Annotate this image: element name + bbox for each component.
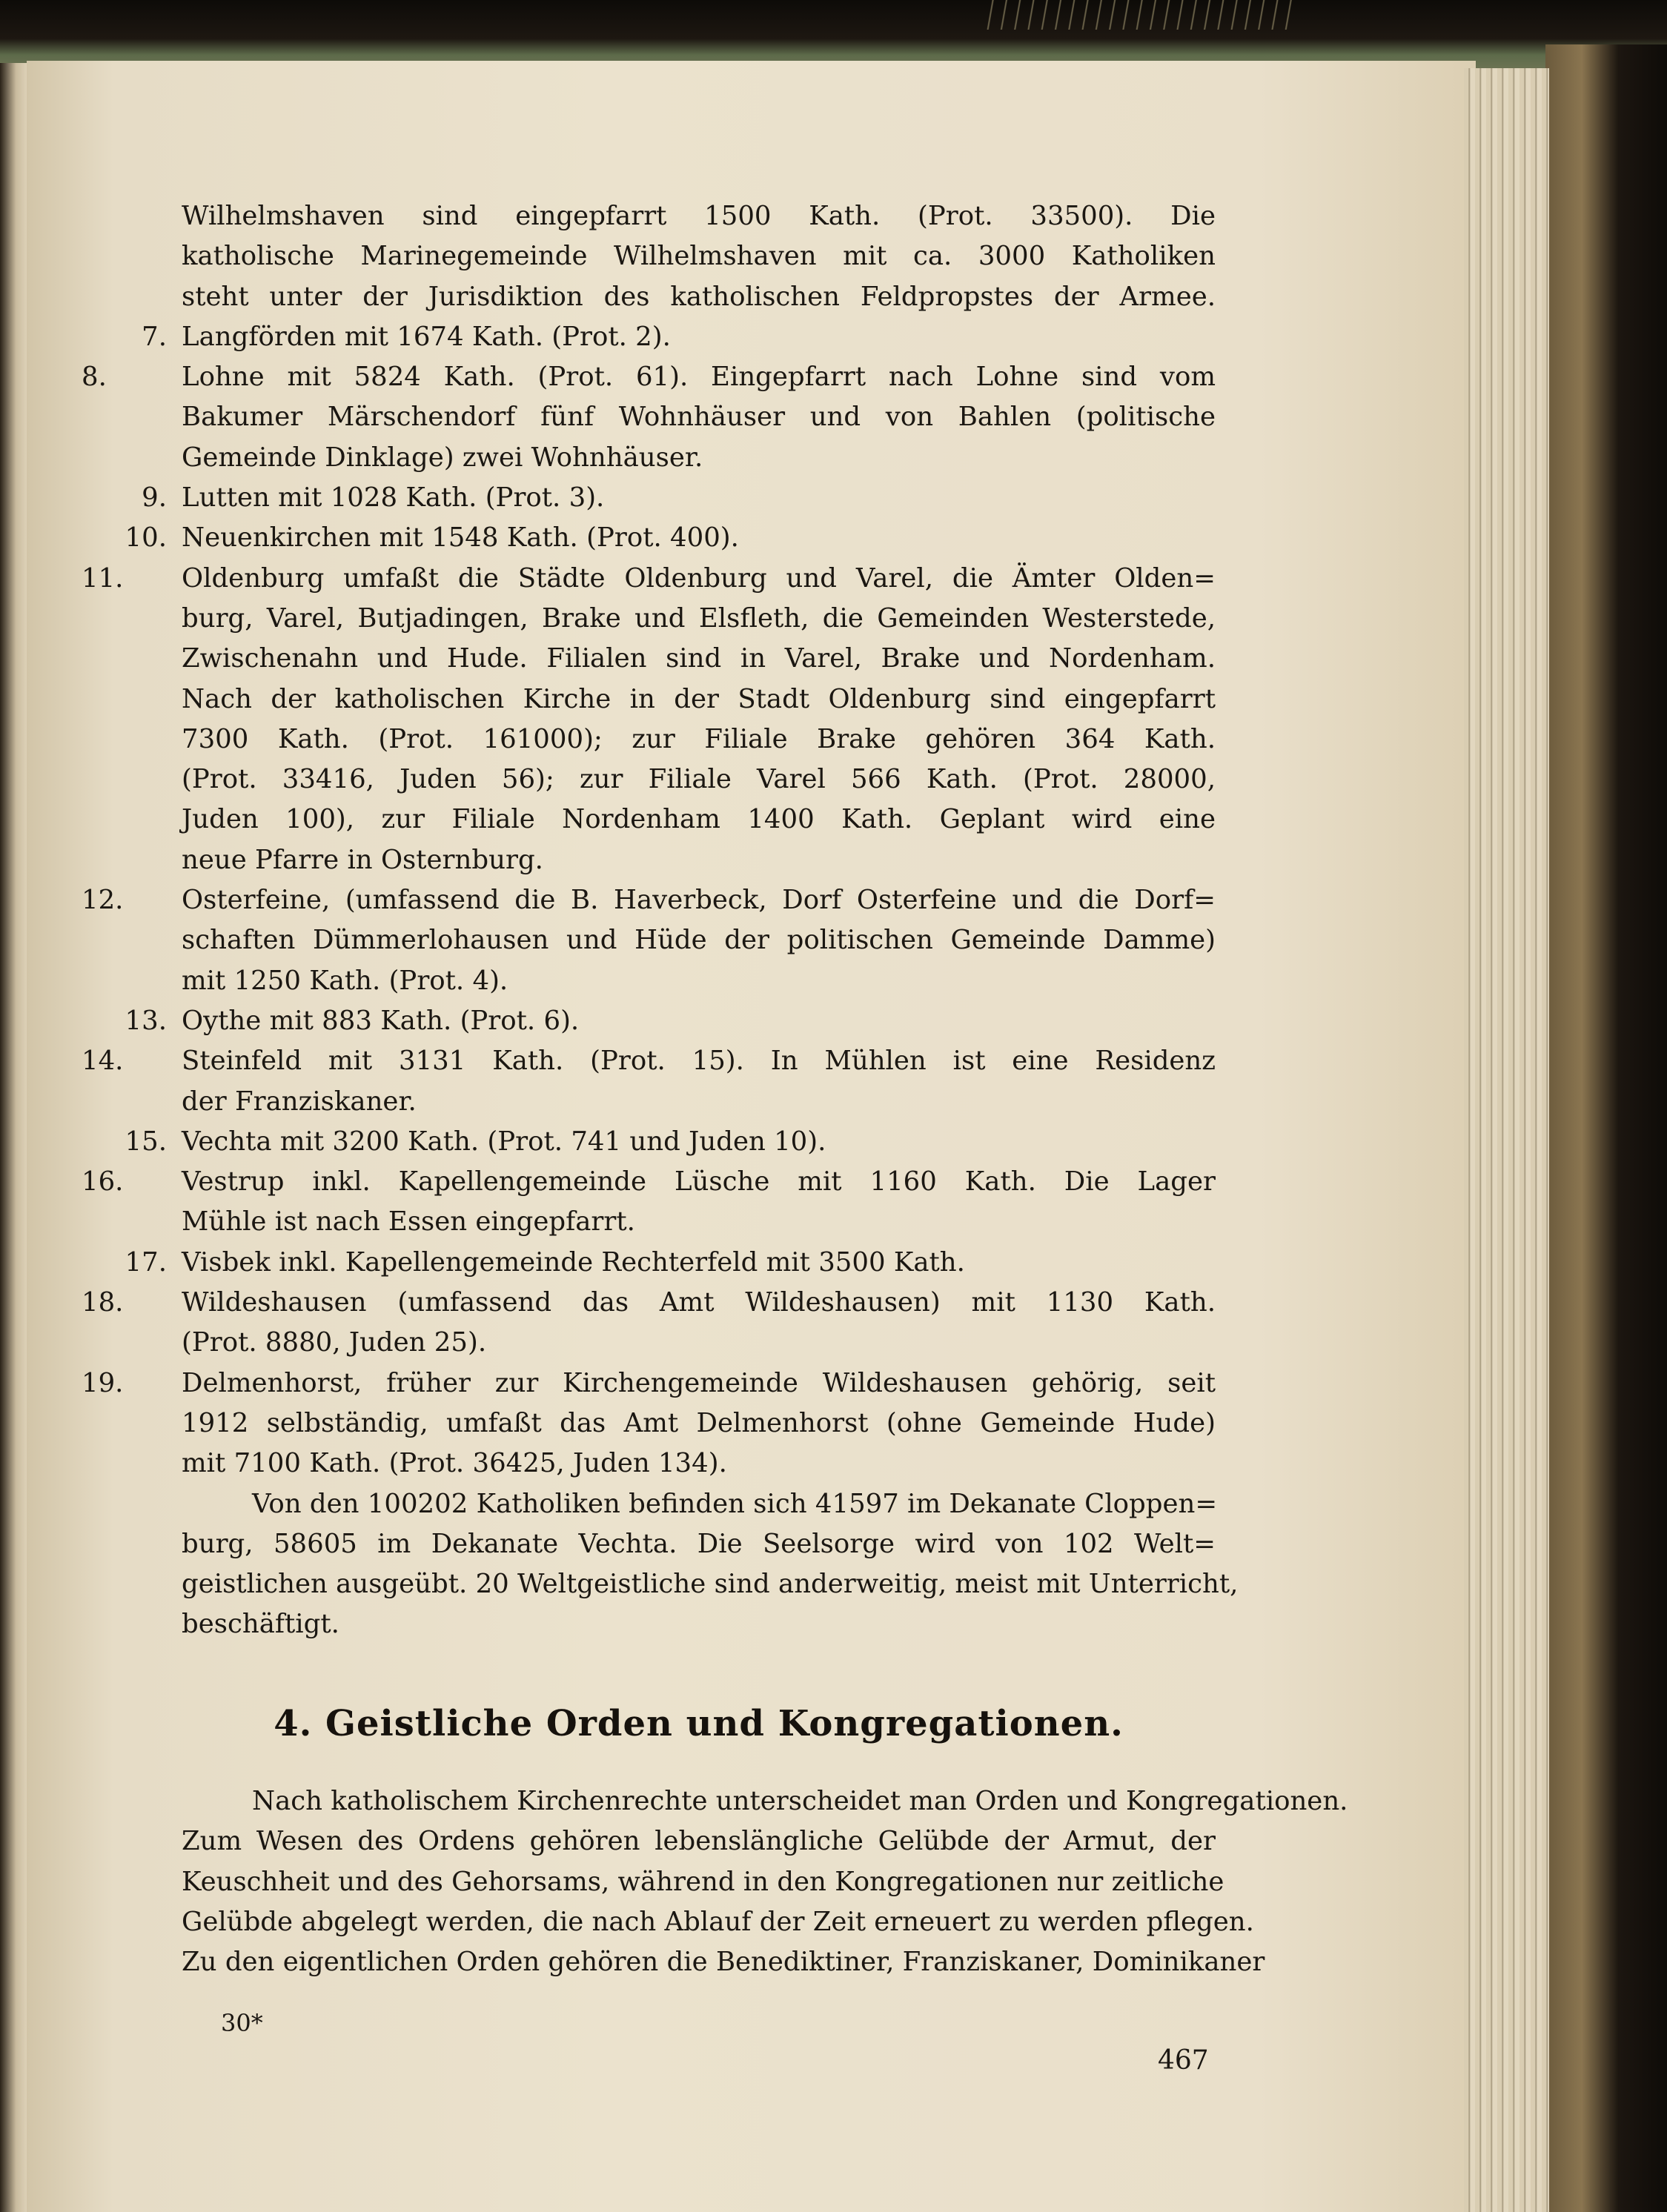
line-text: Visbek inkl. Kapellengemeinde Rechterfeld mit 3500 Kath. [182, 1246, 965, 1278]
text-line [82, 1283, 1216, 1323]
list-number: 13. [125, 1005, 167, 1036]
list-number: 14. [82, 1046, 124, 1077]
line-text: Zum Wesen des Ordens gehören lebenslängliche Gelübde der Armut, der [182, 1826, 1216, 1857]
text-line [182, 1821, 1216, 1861]
line-text: mit 7100 Kath. (Prot. 36425, Juden 134). [182, 1448, 727, 1479]
text-line [182, 277, 1216, 317]
line-text: Von den 100202 Katholiken befinden sich 41597 im Dekanate Cloppen= [252, 1488, 1218, 1519]
line-text: Zwischenahn und Hude. Filialen sind in Varel, Brake und Nordenham. [182, 643, 1216, 674]
text-line [125, 1243, 1216, 1283]
text-line [182, 1484, 1216, 1524]
list-number: 19. [82, 1367, 124, 1398]
list-number: 11. [82, 562, 124, 594]
text-line [182, 1781, 1348, 1821]
line-text: Wildeshausen (umfassend das Amt Wildeshausen) mit 1130 Kath. [182, 1287, 1216, 1318]
line-text: Vestrup inkl. Kapellengemeinde Lüsche mit 1160 Kath. Die Lager [182, 1166, 1216, 1198]
text-line [182, 1942, 1265, 1982]
text-line [182, 920, 1216, 960]
binding-thread [986, 0, 1297, 30]
text-line [182, 1323, 1216, 1363]
text-line [182, 1444, 1216, 1484]
line-text: Mühle ist nach Essen eingepfarrt. [182, 1206, 635, 1238]
text-line [182, 840, 1216, 880]
text-line [182, 720, 1216, 760]
text-line [182, 639, 1216, 679]
text-line [182, 800, 1216, 840]
line-text: Nach katholischem Kirchenrechte unterscheidet man Orden und Kongregationen. [252, 1786, 1348, 1816]
line-text: neue Pfarre in Osternburg. [182, 844, 543, 875]
list-number: 16. [82, 1166, 124, 1198]
text-line [182, 1902, 1254, 1942]
text-line [82, 1162, 1216, 1202]
line-text: Neuenkirchen mit 1548 Kath. (Prot. 400). [182, 522, 739, 554]
text-line [82, 1041, 1216, 1081]
text-line [182, 1564, 1239, 1604]
line-text: Juden 100), zur Filiale Nordenham 1400 Kath. Geplant wird eine [182, 804, 1216, 835]
line-text: Oythe mit 883 Kath. (Prot. 6). [182, 1005, 580, 1036]
line-text: Gemeinde Dinklage) zwei Wohnhäuser. [182, 442, 703, 473]
text-line [82, 357, 1216, 397]
text-line [142, 317, 1216, 357]
page-stack-edge [1464, 68, 1549, 2212]
line-text: steht unter der Jurisdiktion des katholischen Feldpropstes der Armee. [182, 281, 1216, 312]
text-line [82, 1364, 1216, 1404]
line-text: 7300 Kath. (Prot. 161000); zur Filiale Brake gehören 364 Kath. [182, 723, 1216, 754]
line-text: schaften Dümmerlohausen und Hüde der politischen Gemeinde Damme) [182, 925, 1216, 956]
line-text: (Prot. 8880, Juden 25). [182, 1327, 487, 1358]
list-number: 8. [82, 362, 107, 393]
line-text: Zu den eigentlichen Orden gehören die Benediktiner, Franziskaner, Dominikaner [182, 1947, 1265, 1978]
text-line [182, 961, 1216, 1001]
body-text-bottom [182, 1781, 1348, 1982]
text-line [82, 559, 1216, 599]
line-text: mit 1250 Kath. (Prot. 4). [182, 965, 508, 996]
line-text: Wilhelmshaven sind eingepfarrt 1500 Kath. (Prot. 33500). Die [182, 201, 1216, 231]
book-cover-top [0, 0, 1667, 70]
line-text: der Franziskaner. [182, 1086, 417, 1117]
line-text: Osterfeine, (umfassend die B. Haverbeck, Dorf Osterfeine und die Dorf= [182, 885, 1216, 916]
printer-signature: 30* [221, 2009, 263, 2037]
line-text: beschäftigt. [182, 1609, 339, 1640]
line-text: geistlichen ausgeübt. 20 Weltgeistliche sind anderweitig, meist mit Unterricht, [182, 1569, 1239, 1600]
text-line [182, 1604, 1216, 1644]
text-line [182, 1524, 1216, 1564]
list-number: 7. [142, 321, 167, 352]
body-text-top [82, 196, 1239, 1645]
text-line [182, 1202, 1216, 1242]
text-line [182, 680, 1216, 720]
text-line [182, 196, 1216, 236]
list-number: 18. [82, 1287, 124, 1318]
line-text: Oldenburg umfaßt die Städte Oldenburg und Varel, die Ämter Olden= [182, 562, 1216, 594]
list-number: 15. [125, 1126, 167, 1157]
text-line [125, 1122, 1216, 1162]
line-text: Vechta mit 3200 Kath. (Prot. 741 und Juden 10). [182, 1126, 826, 1157]
section-heading: 4. Geistliche Orden und Kongregationen. [274, 1703, 1124, 1744]
line-text: 1912 selbständig, umfaßt das Amt Delmenhorst (ohne Gemeinde Hude) [182, 1407, 1216, 1438]
list-number: 10. [125, 522, 167, 554]
line-text: Nach der katholischen Kirche in der Stadt Oldenburg sind eingepfarrt [182, 683, 1216, 714]
facing-page-edge [0, 63, 27, 2212]
text-line [125, 1001, 1216, 1041]
text-line [182, 760, 1216, 800]
text-line [125, 518, 1216, 558]
text-line [182, 236, 1216, 276]
line-text: Lohne mit 5824 Kath. (Prot. 61). Eingepfarrt nach Lohne sind vom [182, 362, 1216, 393]
line-text: (Prot. 33416, Juden 56); zur Filiale Varel 566 Kath. (Prot. 28000, [182, 764, 1216, 795]
line-text: Bakumer Märschendorf fünf Wohnhäuser und von Bahlen (politische [182, 402, 1216, 433]
list-number: 12. [82, 885, 124, 916]
line-text: Gelübde abgelegt werden, die nach Ablauf der Zeit erneuert zu werden pflegen. [182, 1906, 1254, 1937]
list-number: 17. [125, 1246, 167, 1278]
line-text: burg, 58605 im Dekanate Vechta. Die Seelsorge wird von 102 Welt= [182, 1528, 1216, 1559]
line-text: burg, Varel, Butjadingen, Brake und Elsfleth, die Gemeinden Westerstede, [182, 602, 1216, 634]
text-line [82, 880, 1216, 920]
text-line [182, 1082, 1216, 1122]
list-number: 9. [142, 482, 167, 514]
text-line [182, 397, 1216, 437]
text-line [142, 478, 1216, 518]
book-cover-right [1545, 44, 1667, 2212]
text-line [182, 1862, 1224, 1902]
text-line [182, 1404, 1216, 1444]
line-text: Lutten mit 1028 Kath. (Prot. 3). [182, 482, 605, 514]
line-text: katholische Marinegemeinde Wilhelmshaven mit ca. 3000 Katholiken [182, 241, 1216, 272]
line-text: Keuschheit und des Gehorsams, während in den Kongregationen nur zeitliche [182, 1866, 1224, 1897]
text-line [182, 599, 1216, 639]
line-text: Langförden mit 1674 Kath. (Prot. 2). [182, 321, 671, 352]
line-text: Delmenhorst, früher zur Kirchengemeinde Wildeshausen gehörig, seit [182, 1367, 1216, 1398]
line-text: Steinfeld mit 3131 Kath. (Prot. 15). In Mühlen ist eine Residenz [182, 1046, 1216, 1077]
text-line [182, 438, 1216, 478]
page-number: 467 [1158, 2045, 1209, 2076]
